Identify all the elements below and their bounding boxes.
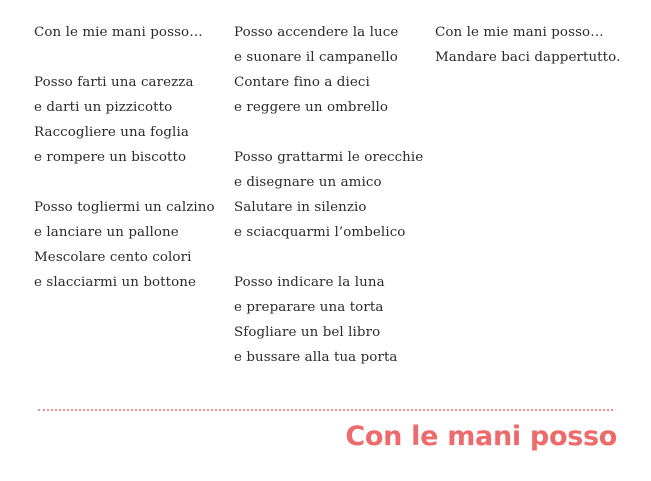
- stanza: [34, 70, 234, 170]
- poem-line: e bussare alla tua porta: [234, 350, 398, 365]
- poem-line: e lanciare un pallone: [34, 225, 179, 240]
- poem-line: Con le mie mani posso…: [435, 25, 604, 40]
- stanza-closing: [435, 20, 625, 70]
- dotted-divider: [38, 409, 613, 411]
- poem-body: [34, 20, 625, 395]
- poem-line: Posso togliermi un calzino: [34, 200, 215, 215]
- poem-line: e darti un pizzicotto: [34, 100, 173, 115]
- stanza: [234, 145, 435, 245]
- footer-title: Con le mani posso: [345, 421, 617, 452]
- poem-line: Mescolare cento colori: [34, 250, 192, 265]
- poem-column-3: [435, 20, 625, 395]
- poem-line: e slacciarmi un bottone: [34, 275, 197, 290]
- poem-line: e preparare una torta: [234, 300, 384, 315]
- poem-line: Posso grattarmi le orecchie: [234, 150, 424, 165]
- poem-line: Raccogliere una foglia: [34, 125, 189, 140]
- stanza-intro: [34, 20, 234, 45]
- poem-line: Sfogliare un bel libro: [234, 325, 381, 340]
- poem-line: e rompere un biscotto: [34, 150, 187, 165]
- poem-column-2: [234, 20, 435, 395]
- poem-line: Salutare in silenzio: [234, 200, 367, 215]
- poem-line: e suonare il campanello: [234, 50, 398, 65]
- poem-line: Contare fino a dieci: [234, 75, 370, 90]
- poem-line: Mandare baci dappertutto.: [435, 50, 621, 65]
- poem-line: e sciacquarmi l’ombelico: [234, 225, 406, 240]
- poem-column-1: [34, 20, 234, 395]
- stanza: [234, 20, 435, 120]
- poem-line: Con le mie mani posso…: [34, 25, 203, 40]
- poem-line: Posso accendere la luce: [234, 25, 399, 40]
- stanza: [34, 195, 234, 295]
- stanza: [234, 270, 435, 370]
- poem-line: Posso indicare la luna: [234, 275, 385, 290]
- poem-line: e reggere un ombrello: [234, 100, 389, 115]
- poem-line: e disegnare un amico: [234, 175, 382, 190]
- poem-line: Posso farti una carezza: [34, 75, 194, 90]
